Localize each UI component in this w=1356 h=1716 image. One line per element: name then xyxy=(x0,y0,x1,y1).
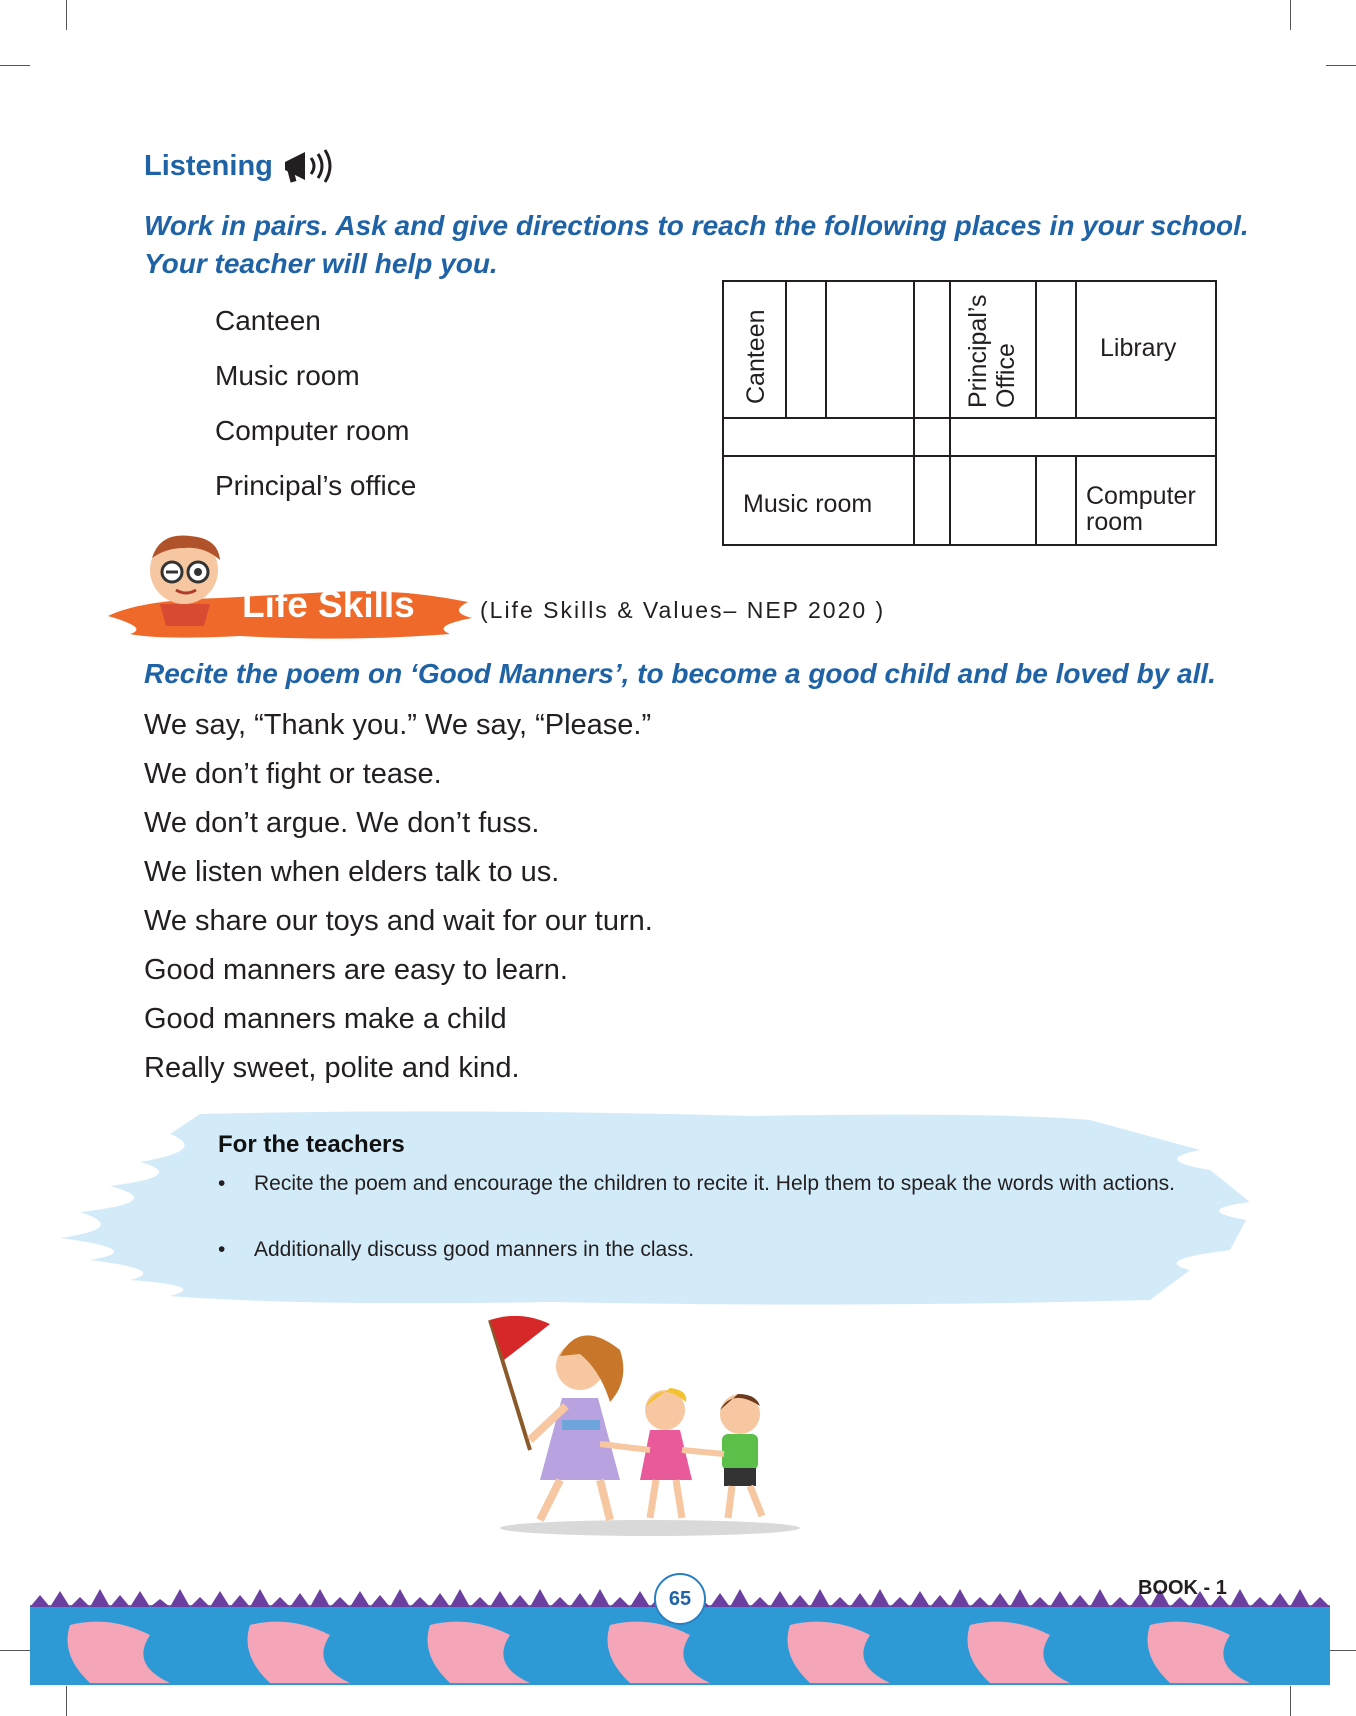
poem-line: Good manners are easy to learn. xyxy=(144,954,568,986)
map-principals-office-line2: Office xyxy=(992,343,1020,408)
place-item: Computer room xyxy=(215,415,410,446)
bullet-icon: • xyxy=(218,1172,226,1195)
teachers-title: For the teachers xyxy=(218,1131,405,1158)
crop-mark-top-left-h xyxy=(0,65,30,66)
page-number: 65 xyxy=(654,1573,706,1625)
poem-line: We listen when elders talk to us. xyxy=(144,856,560,888)
crop-mark-top-right xyxy=(1290,0,1291,30)
life-skills-title: Life Skills xyxy=(242,584,415,625)
map-canteen: Canteen xyxy=(742,309,770,404)
life-skills-instruction: Recite the poem on ‘Good Manners’, to become a good child and be loved by all. xyxy=(144,658,1216,689)
life-skills-note: (Life Skills & Values– NEP 2020 ) xyxy=(480,597,886,623)
listening-instruction-line2: Your teacher will help you. xyxy=(144,248,498,279)
place-item: Music room xyxy=(215,360,360,391)
listening-heading xyxy=(144,146,337,186)
poem-line: We share our toys and wait for our turn. xyxy=(144,905,653,937)
listening-instruction-line1: Work in pairs. Ask and give directions to reach the following places in your school. xyxy=(144,210,1249,241)
crop-mark-bottom-left xyxy=(66,1686,67,1716)
crop-mark-bottom-left-h xyxy=(0,1650,30,1651)
place-item: Principal’s office xyxy=(215,470,417,501)
crop-mark-top-left xyxy=(66,0,67,30)
book-label: BOOK - 1 xyxy=(1138,1577,1227,1599)
megaphone-icon xyxy=(281,146,337,186)
listening-title: Listening xyxy=(144,149,273,182)
children-walking-illustration xyxy=(470,1310,820,1540)
teacher-item: • Additionally discuss good manners in the class. xyxy=(218,1236,1188,1264)
map-computer-room-line1: Computer xyxy=(1086,482,1196,510)
poem-line: Really sweet, polite and kind. xyxy=(144,1052,520,1084)
map-library: Library xyxy=(1100,334,1177,362)
poem-line: We say, “Thank you.” We say, “Please.” xyxy=(144,709,652,741)
map-music-room: Music room xyxy=(743,490,873,518)
place-item: Canteen xyxy=(215,305,321,336)
poem-line: We don’t fight or tease. xyxy=(144,758,442,790)
map-principals-office-line1: Principal’s xyxy=(964,294,992,408)
poem-line: We don’t argue. We don’t fuss. xyxy=(144,807,540,839)
poem-line: Good manners make a child xyxy=(144,1003,507,1035)
teacher-item: • Recite the poem and encourage the children to recite it. Help them to speak the words with actions. xyxy=(218,1170,1188,1198)
map-computer-room-line2: room xyxy=(1086,508,1143,536)
crop-mark-bottom-right xyxy=(1290,1686,1291,1716)
crop-mark-bottom-right-h xyxy=(1326,1650,1356,1651)
school-map xyxy=(722,280,1218,548)
crop-mark-top-right-h xyxy=(1326,65,1356,66)
bullet-icon: • xyxy=(218,1238,226,1261)
